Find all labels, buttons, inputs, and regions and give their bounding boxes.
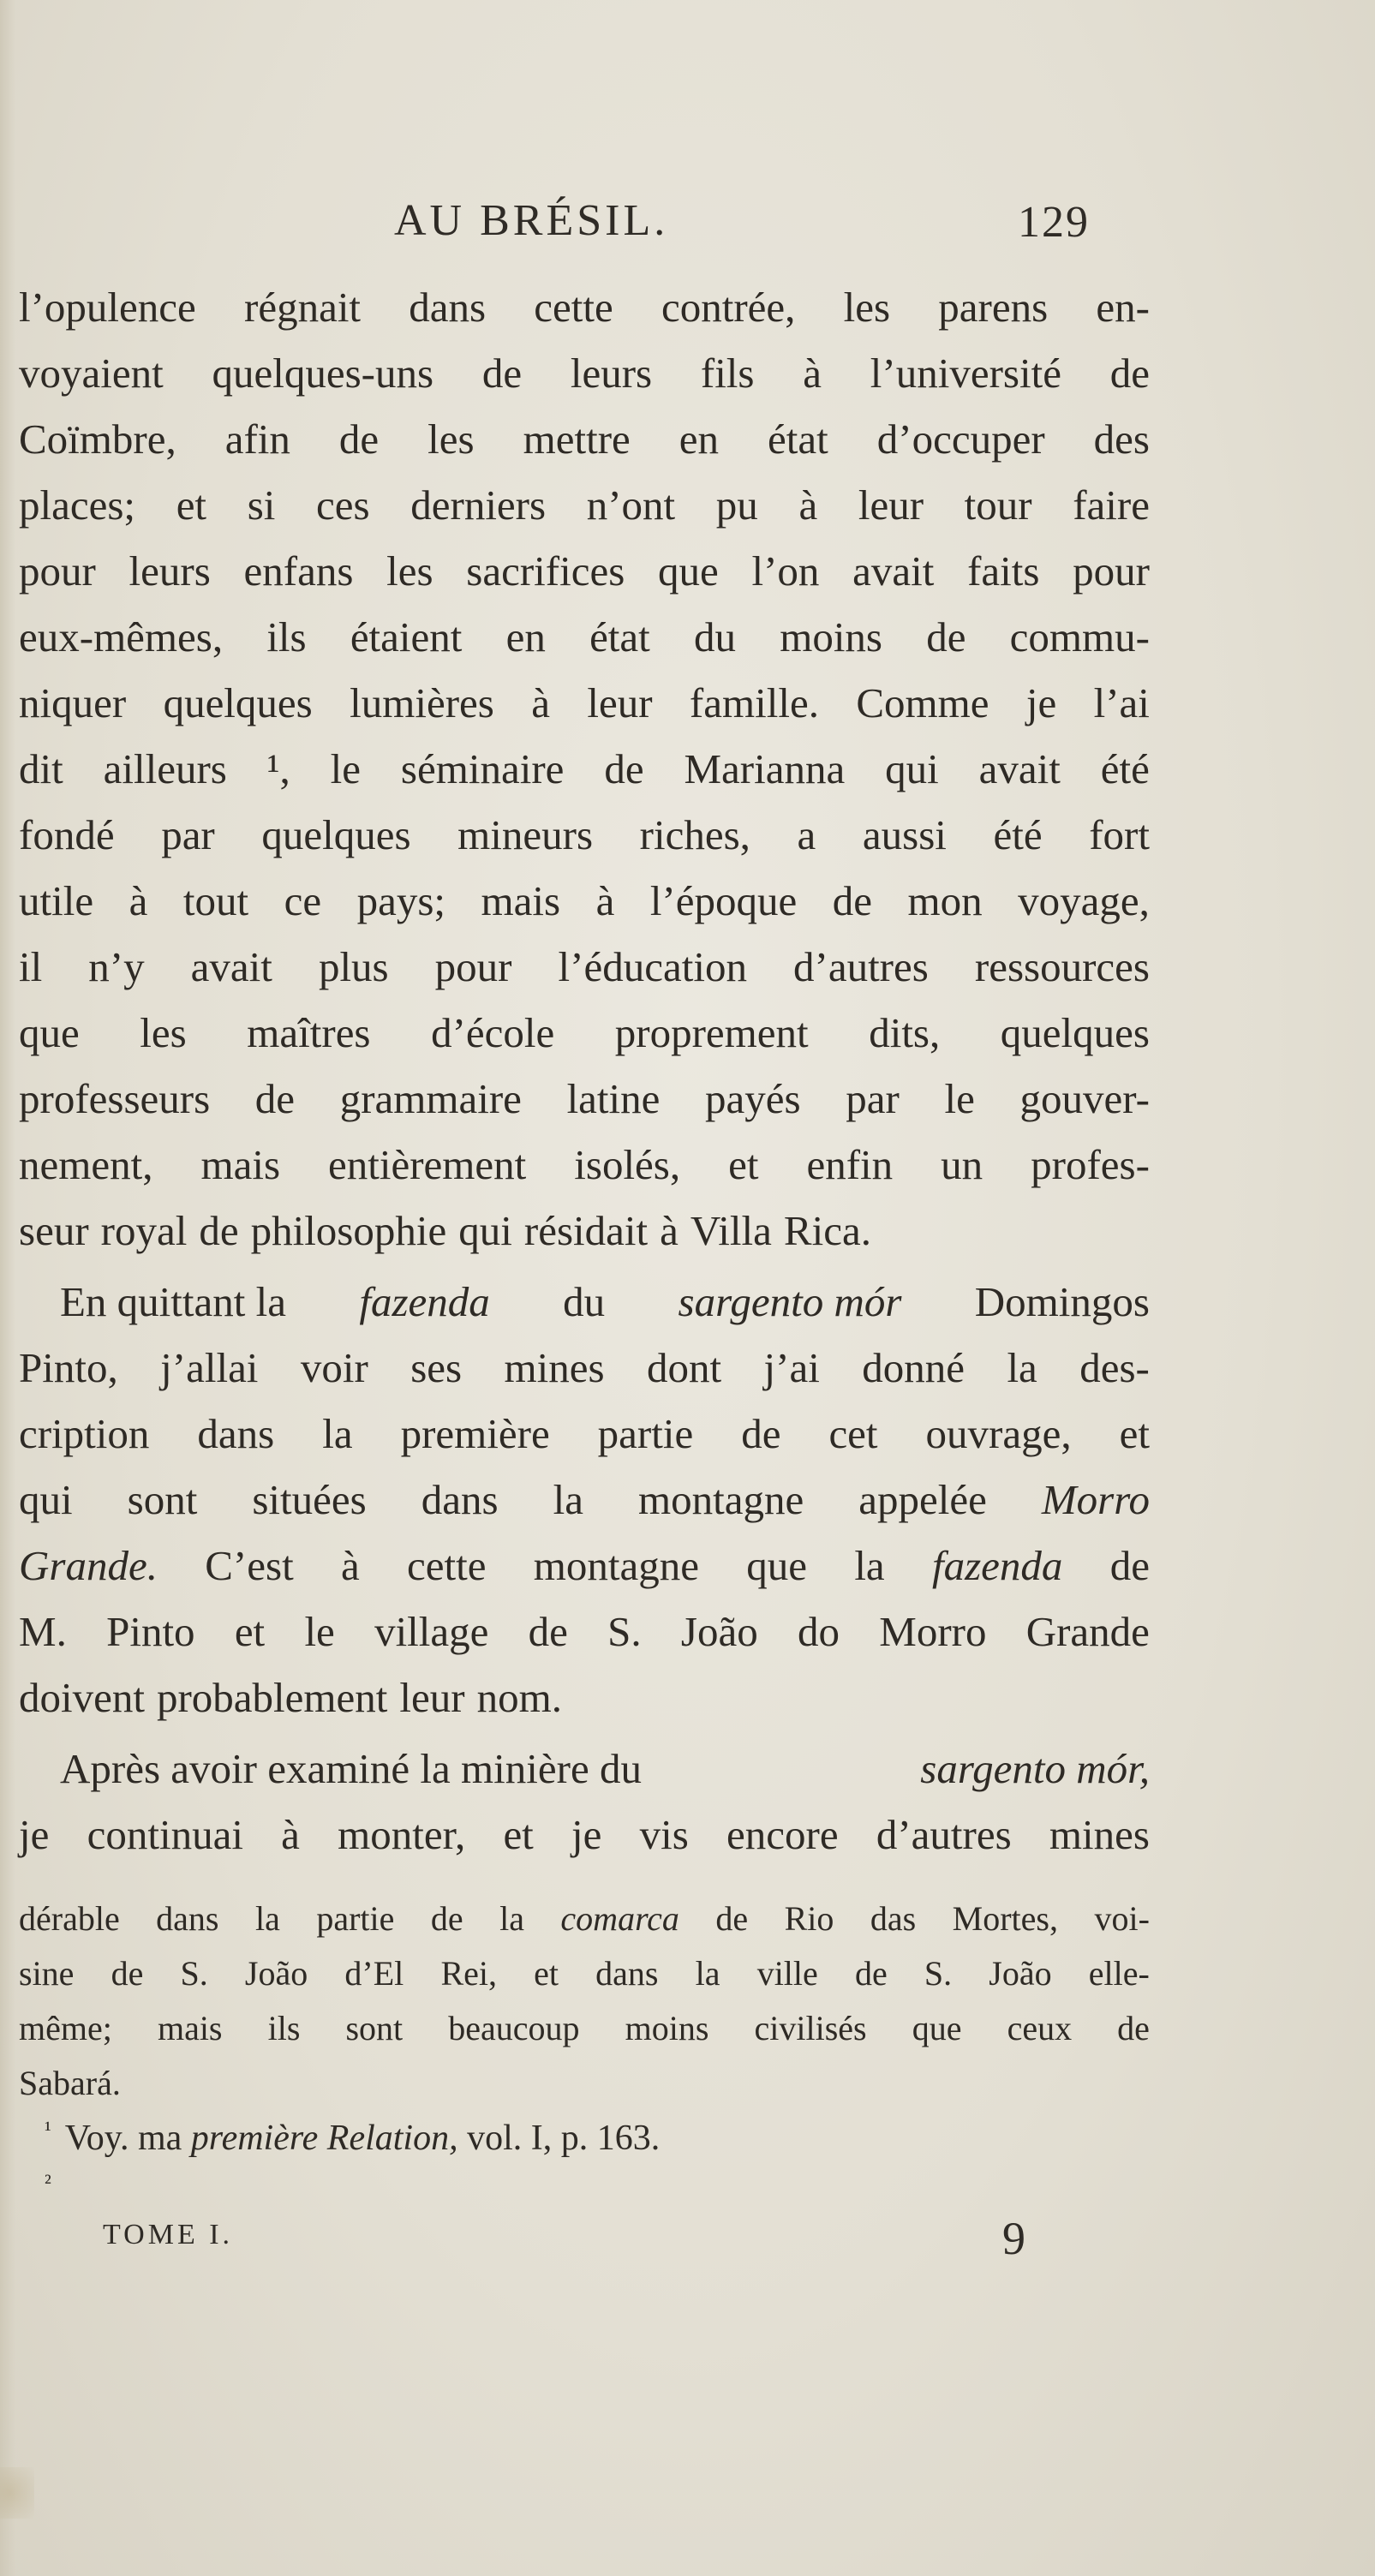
word: S. xyxy=(180,1954,208,1993)
paragraph-2 xyxy=(19,1269,1150,1730)
word: sacrifices xyxy=(466,547,625,595)
page-number: 129 xyxy=(1018,198,1090,247)
word: partie xyxy=(316,1899,395,1938)
word: ¹, xyxy=(266,745,290,792)
word: la xyxy=(854,1542,885,1589)
word: un xyxy=(941,1141,983,1188)
word: mineurs xyxy=(457,811,594,858)
footnote-marker: ¹ xyxy=(45,2117,51,2142)
word: mais xyxy=(157,2009,223,2047)
word: du xyxy=(694,613,736,660)
word: n’ont xyxy=(586,481,676,529)
word: voyage, xyxy=(1018,877,1150,924)
word: tour xyxy=(964,481,1032,529)
word: l’opulence xyxy=(19,284,196,331)
word: de xyxy=(1109,350,1150,397)
word: en xyxy=(679,415,720,463)
word: la xyxy=(553,1476,583,1523)
text-line xyxy=(19,406,1150,472)
word: grammaire xyxy=(339,1075,522,1122)
word: l’époque xyxy=(649,877,798,924)
word: voyaient xyxy=(19,350,164,397)
word: de xyxy=(199,1207,239,1254)
footnote-text: vol. I, p. 163. xyxy=(467,2119,661,2158)
word: cription xyxy=(19,1410,150,1457)
word: et xyxy=(1119,1410,1150,1457)
word: mettre xyxy=(523,415,631,463)
word: civilisés xyxy=(754,2009,867,2047)
word: comarca xyxy=(560,1899,679,1938)
word: d’autres xyxy=(793,943,929,990)
text-line xyxy=(19,868,1150,934)
text-line xyxy=(19,1066,1150,1132)
word: voir xyxy=(300,1344,368,1391)
word: de xyxy=(715,1899,749,1938)
word: afin xyxy=(224,415,290,463)
word: de xyxy=(1109,1542,1150,1589)
word: et xyxy=(728,1141,759,1188)
word: à xyxy=(281,1811,300,1858)
text-line xyxy=(19,1599,1150,1665)
word: gouver- xyxy=(1019,1075,1150,1122)
word: avait xyxy=(190,943,272,990)
word: João xyxy=(989,1954,1052,1993)
word: ces xyxy=(316,481,370,529)
word: Coïmbre, xyxy=(19,415,176,463)
word: João xyxy=(244,1954,308,1993)
word: même; xyxy=(19,2009,112,2047)
word: leurs xyxy=(129,547,211,595)
word: que xyxy=(19,1009,80,1056)
word: quelques xyxy=(1000,1009,1150,1056)
word: nement, xyxy=(19,1141,153,1188)
word: elle- xyxy=(1088,1954,1150,1993)
word: tout xyxy=(182,877,249,924)
footnote-line xyxy=(19,1946,1150,2001)
word: dans xyxy=(197,1410,275,1457)
word: Grande xyxy=(1025,1608,1150,1655)
word: voi- xyxy=(1094,1899,1150,1938)
word: je xyxy=(571,1811,602,1858)
word: beaucoup xyxy=(448,2009,580,2047)
word: mines xyxy=(504,1344,605,1391)
word: ils xyxy=(267,2009,301,2047)
word: sont xyxy=(345,2009,404,2047)
word: étaient xyxy=(350,613,463,660)
word: en xyxy=(505,613,546,660)
word: mon xyxy=(907,877,983,924)
text-line xyxy=(19,736,1150,802)
word: doivent xyxy=(19,1674,145,1721)
word: les xyxy=(386,547,433,595)
text-line xyxy=(19,472,1150,538)
word: isolés, xyxy=(574,1141,681,1188)
word: probablement xyxy=(156,1674,388,1721)
word: vis xyxy=(639,1811,689,1858)
word: j’allai xyxy=(160,1344,259,1391)
word: à xyxy=(340,1542,360,1589)
word: contrée, xyxy=(661,284,796,331)
word: moins xyxy=(780,613,882,660)
word: j’ai xyxy=(763,1344,820,1391)
word: d’autres xyxy=(876,1811,1012,1858)
word: Villa xyxy=(690,1207,772,1254)
word: sont xyxy=(127,1476,198,1523)
text-line xyxy=(19,670,1150,736)
word: dont xyxy=(647,1344,722,1391)
word: aussi xyxy=(862,811,947,858)
word: avait xyxy=(852,547,935,595)
word: Rei, xyxy=(440,1954,497,1993)
word: niquer xyxy=(19,679,127,726)
word: pu xyxy=(715,481,758,529)
signature-number: 9 xyxy=(1002,2213,1025,2264)
footnote-line xyxy=(19,2001,1150,2056)
italic-term: Morro xyxy=(1041,1476,1150,1523)
word: ses xyxy=(410,1344,463,1391)
word: mais xyxy=(200,1141,281,1188)
word: leurs xyxy=(570,350,653,397)
word: de xyxy=(741,1410,781,1457)
word: situées xyxy=(252,1476,367,1523)
text-segment: Domingos xyxy=(974,1278,1150,1325)
footnote-continuation xyxy=(19,1892,1150,2111)
word: dérable xyxy=(19,1899,120,1938)
word: fils xyxy=(700,350,755,397)
paper-stain xyxy=(0,2467,34,2519)
word: dit xyxy=(19,745,63,792)
word: ailleurs xyxy=(103,745,227,792)
word: riches, xyxy=(639,811,750,858)
footnote-line xyxy=(19,1892,1150,1946)
word: été xyxy=(1100,745,1150,792)
italic-term: fazenda xyxy=(359,1278,490,1325)
word: état xyxy=(589,613,650,660)
text-line xyxy=(19,1401,1150,1467)
word: plus xyxy=(318,943,389,990)
word: de xyxy=(926,613,966,660)
word: quelques xyxy=(163,679,313,726)
word: mines xyxy=(1049,1811,1150,1858)
word: l’on xyxy=(751,547,820,595)
word: Marianna xyxy=(684,745,846,792)
word: S. xyxy=(924,1954,953,1993)
word: dans xyxy=(421,1476,499,1523)
word: la xyxy=(254,1899,280,1938)
word: dans xyxy=(156,1899,219,1938)
word: moins xyxy=(625,2009,709,2047)
word: mais xyxy=(481,877,561,924)
word: entièrement xyxy=(328,1141,527,1188)
word: Sabará. xyxy=(19,2064,121,2102)
word: derniers xyxy=(410,481,547,529)
text-line xyxy=(19,1533,1150,1599)
word: que xyxy=(658,547,719,595)
word: de xyxy=(111,1954,144,1993)
text-line xyxy=(19,274,1150,340)
word: première xyxy=(400,1410,550,1457)
page-header xyxy=(0,195,1375,264)
word: profes- xyxy=(1031,1141,1150,1188)
word: je xyxy=(19,1811,50,1858)
word: continuai xyxy=(87,1811,243,1858)
word: ils xyxy=(266,613,307,660)
word: d’école xyxy=(431,1009,555,1056)
word: de xyxy=(481,350,523,397)
word: à xyxy=(660,1207,679,1254)
word: enfin xyxy=(806,1141,894,1188)
word: de xyxy=(430,1899,463,1938)
footnote-text: Voy. ma xyxy=(64,2119,182,2158)
word: maîtres xyxy=(247,1009,371,1056)
word: Morro xyxy=(879,1608,987,1655)
word: montagne xyxy=(533,1542,699,1589)
signature-line xyxy=(103,2213,1088,2270)
word: l’université xyxy=(870,350,1061,397)
word: leur xyxy=(858,481,924,529)
word: nom. xyxy=(476,1674,562,1721)
italic-term: fazenda xyxy=(931,1542,1063,1589)
text-segment: du xyxy=(563,1278,606,1325)
word: ville xyxy=(756,1954,818,1993)
word: places; xyxy=(19,481,136,529)
word: payés xyxy=(705,1075,801,1122)
word: latine xyxy=(566,1075,661,1122)
word: dits, xyxy=(869,1009,941,1056)
word: a xyxy=(797,811,816,858)
word: faits xyxy=(967,547,1040,595)
footnote-2-marker: ² xyxy=(45,2170,51,2195)
word: proprement xyxy=(614,1009,809,1056)
word: encore xyxy=(726,1811,839,1858)
word: pays; xyxy=(356,877,446,924)
italic-term: sargento mór xyxy=(678,1278,902,1325)
word: Pinto, xyxy=(19,1344,118,1391)
word: seur xyxy=(19,1207,89,1254)
paragraph-1 xyxy=(19,274,1150,1264)
word: donné xyxy=(862,1344,965,1391)
main-text xyxy=(19,274,1150,1868)
footnote-italic: première Relation, xyxy=(190,2119,458,2158)
word: cette xyxy=(407,1542,487,1589)
text-line xyxy=(19,1132,1150,1198)
word: d’occuper xyxy=(876,415,1045,463)
word: les xyxy=(140,1009,187,1056)
word: lumières xyxy=(350,679,494,726)
word: les xyxy=(843,284,891,331)
word: partie xyxy=(597,1410,694,1457)
volume-mark: TOME I. xyxy=(103,2219,234,2250)
text-line xyxy=(19,340,1150,406)
word: Mortes, xyxy=(952,1899,1058,1938)
word: de xyxy=(832,877,872,924)
word: village xyxy=(374,1608,489,1655)
word: l’éducation xyxy=(558,943,747,990)
word: famille. xyxy=(689,679,819,726)
word: la xyxy=(499,1899,524,1938)
word: qui xyxy=(458,1207,512,1254)
word: pour xyxy=(434,943,512,990)
word: à xyxy=(129,877,148,924)
word: de xyxy=(1117,2009,1150,2047)
word: dans xyxy=(595,1954,659,1993)
word: commu- xyxy=(1009,613,1150,660)
word: de xyxy=(338,415,380,463)
word: de xyxy=(604,745,644,792)
text-line xyxy=(19,1467,1150,1533)
text-line xyxy=(19,538,1150,604)
word: quelques-uns xyxy=(212,350,434,397)
text-line xyxy=(19,934,1150,1000)
word: à xyxy=(803,350,822,397)
word: parens xyxy=(938,284,1049,331)
word: professeurs xyxy=(19,1075,211,1122)
word: avait xyxy=(978,745,1061,792)
word: les xyxy=(427,415,475,463)
word: de xyxy=(254,1075,296,1122)
word: par xyxy=(161,811,215,858)
word: royal xyxy=(100,1207,188,1254)
word: pour xyxy=(1073,547,1150,595)
word: et xyxy=(503,1811,534,1858)
word: ce xyxy=(284,877,322,924)
word: S. xyxy=(607,1608,642,1655)
word: le xyxy=(944,1075,975,1122)
word: à xyxy=(531,679,550,726)
word: eux-mêmes, xyxy=(19,613,224,660)
word: montagne xyxy=(637,1476,804,1523)
word: Rio xyxy=(784,1899,834,1938)
word: si xyxy=(247,481,276,529)
word: fondé xyxy=(19,811,115,858)
word: la xyxy=(1007,1344,1037,1391)
footnote-1 xyxy=(19,2111,1150,2166)
italic-term: Grande. xyxy=(19,1542,158,1589)
word: que xyxy=(746,1542,808,1589)
word: le xyxy=(304,1608,335,1655)
word: la xyxy=(322,1410,353,1457)
word: pour xyxy=(19,547,96,595)
italic-term: sargento mór, xyxy=(920,1745,1150,1792)
word: leur xyxy=(587,679,653,726)
text-line xyxy=(19,604,1150,670)
word: monter, xyxy=(338,1811,466,1858)
page-edge-shadow xyxy=(0,0,15,2576)
word: utile xyxy=(19,877,94,924)
word: l’ai xyxy=(1093,679,1150,726)
footnotes xyxy=(19,1892,1150,2200)
word: de xyxy=(528,1608,568,1655)
text-line xyxy=(19,802,1150,868)
word: des xyxy=(1093,415,1150,463)
word: il xyxy=(19,943,43,990)
text-line xyxy=(19,1802,1150,1868)
text-line xyxy=(19,1198,1150,1264)
word: faire xyxy=(1073,481,1150,529)
text-segment: En quittant la xyxy=(60,1278,286,1325)
word: M. xyxy=(19,1608,67,1655)
word: enfans xyxy=(243,547,354,595)
word: et xyxy=(534,1954,559,1993)
word: fort xyxy=(1089,811,1150,858)
word: résidait xyxy=(523,1207,649,1254)
word: qui xyxy=(19,1476,73,1523)
text-line xyxy=(19,1269,1150,1335)
word: régnait xyxy=(244,284,362,331)
word: à xyxy=(595,877,615,924)
word: appelée xyxy=(858,1476,987,1523)
word: et xyxy=(234,1608,266,1655)
word: qui xyxy=(885,745,939,792)
word: cette xyxy=(534,284,613,331)
text-line xyxy=(19,1665,1150,1730)
word: la xyxy=(695,1954,720,1993)
word: de xyxy=(854,1954,888,1993)
word: cet xyxy=(828,1410,878,1457)
word: je xyxy=(1025,679,1057,726)
word: dans xyxy=(409,284,487,331)
word: que xyxy=(912,2009,962,2047)
text-line xyxy=(19,1736,1150,1802)
word: ceux xyxy=(1007,2009,1073,2047)
word: état xyxy=(768,415,828,463)
running-head: AU BRÉSIL. xyxy=(394,196,669,245)
word: par xyxy=(846,1075,900,1122)
word: n’y xyxy=(88,943,145,990)
word: à xyxy=(798,481,818,529)
text-line xyxy=(19,1335,1150,1401)
word: ressources xyxy=(974,943,1150,990)
word: des- xyxy=(1079,1344,1150,1391)
word: et xyxy=(176,481,207,529)
word: Comme xyxy=(856,679,989,726)
word: quelques xyxy=(261,811,411,858)
word: en- xyxy=(1096,284,1150,331)
footnote-line xyxy=(19,2056,1150,2111)
word: das xyxy=(870,1899,917,1938)
word: séminaire xyxy=(400,745,565,792)
word: le xyxy=(330,745,362,792)
paragraph-3 xyxy=(19,1736,1150,1868)
word: philosophie xyxy=(250,1207,447,1254)
word: été xyxy=(993,811,1043,858)
word: Rica. xyxy=(783,1207,871,1254)
word: ouvrage, xyxy=(925,1410,1072,1457)
word: leur xyxy=(399,1674,465,1721)
word: Pinto xyxy=(106,1608,195,1655)
text-line xyxy=(19,1000,1150,1066)
word: C’est xyxy=(205,1542,294,1589)
word: João xyxy=(680,1608,758,1655)
word: d’El xyxy=(344,1954,404,1993)
word: sine xyxy=(19,1954,75,1993)
word: do xyxy=(798,1608,840,1655)
text-segment: Après avoir examiné la minière du xyxy=(60,1745,642,1792)
